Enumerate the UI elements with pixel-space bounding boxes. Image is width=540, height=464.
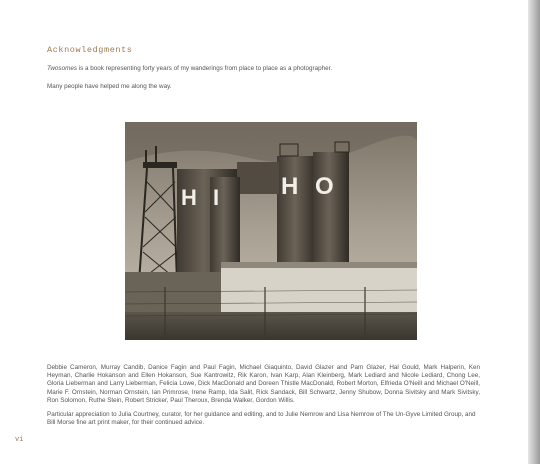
page-number: vi xyxy=(15,436,24,444)
sign-letter-h1: H xyxy=(181,185,197,210)
sign-letter-h2: H xyxy=(281,173,299,200)
acknowledgment-names: Debbie Cameron, Murray Candib, Danice Fagin and Paul Fagin, Michael Giaquinto, David Glazer and Pam Glazer, Hal Gould, Mark Halperin, Ken Heyman, Charlie Hokanson and Ellen Hokanson, Sue Kantrowitz, Rik Karon, Ivan Karp, Alan Kleinberg, Mark Lediard and Nicole Lediard, Chong Lee, Gloria Lieberman and Larry Lieberman, Felicia Lowe, Dick MacDonald and Doreen Thistle MacDonald, Robert Morton, Elfrieda O'Neill and Michael O'Neill, Marie F. Ornstein, Norman Ornstein, Ian Primrose, Irene Ramp, Ida Salit, Rick Sandack, Bill Schwartz, Jenny Shubow, Donna Sivitsky and Mark Sivitsky, Ron Solomon, Ruthe Stein, Robert Stricker, Paul Theroux, Brenda Walker, Gordon Willis. xyxy=(47,364,480,404)
page-heading: Acknowledgments xyxy=(47,45,133,55)
special-thanks: Particular appreciation to Julia Courtney, curator, for her guidance and editing, and to Julie Nemrow and Lisa Nemrow of The Un-Gyve Limited Group, and Bill Morse fine art print maker, for their continued advice. xyxy=(47,411,476,427)
page-edge-shadow xyxy=(528,0,540,464)
sign-letter-o: O xyxy=(315,173,334,200)
sign-letter-i: I xyxy=(213,185,220,210)
book-title: Twosomes xyxy=(47,65,77,72)
ground xyxy=(125,312,417,340)
silo-photograph xyxy=(125,122,417,340)
intro-paragraph xyxy=(47,65,447,73)
helpers-line: Many people have helped me along the way. xyxy=(47,83,172,90)
intro-line-rest: is a book representing forty years of my wanderings from place to place as a photographer. xyxy=(76,65,333,72)
